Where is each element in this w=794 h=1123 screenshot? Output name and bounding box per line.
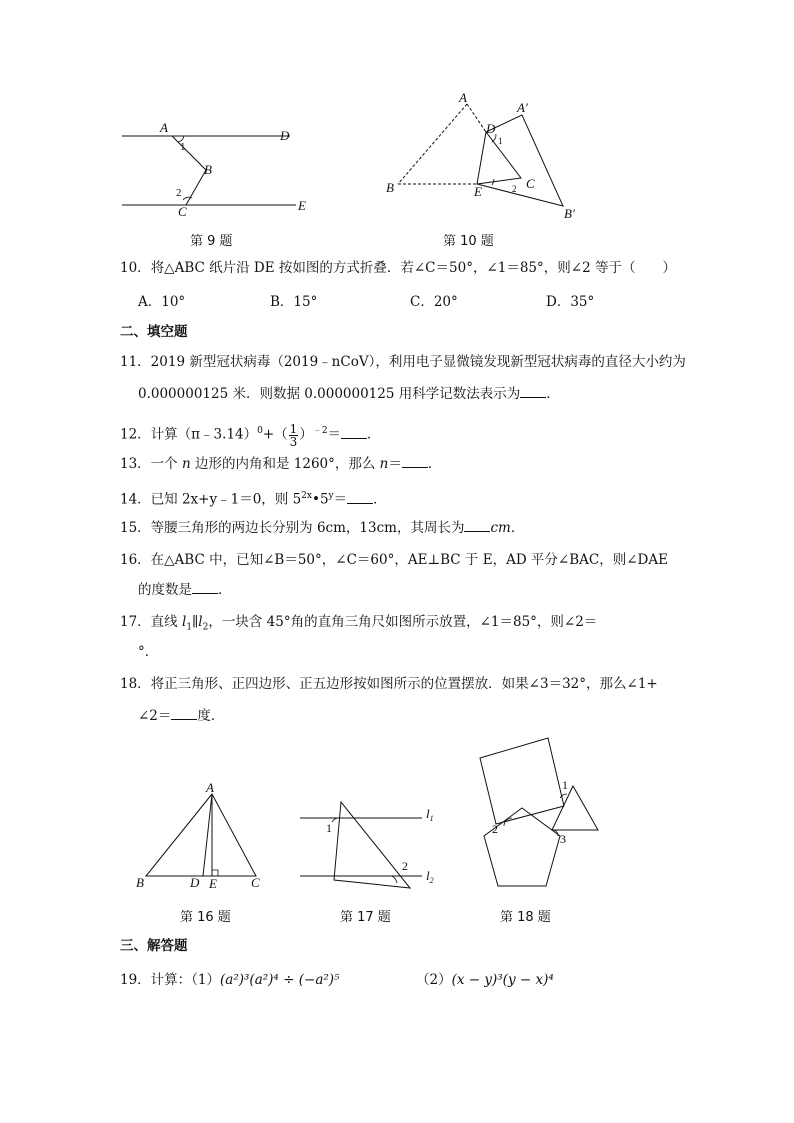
figure-16 <box>130 780 270 890</box>
question-19: 19．计算：（1）(a²)³(a²)⁴ ÷ (−a²)⁵ <box>120 972 340 988</box>
answer-blank <box>520 385 546 398</box>
set-square <box>334 802 410 888</box>
label-E: E <box>209 876 217 891</box>
fraction-one-third: $\frac{1}{3}$ <box>289 421 298 449</box>
question-15: 15．等腰三角形的两边长分别为 6cm，13cm，其周长为 cm． <box>120 520 525 536</box>
question-11-line1: 11．2019 新型冠状病毒（2019﹣nCoV），利用电子显微镜发现新型冠状病毒的直径大小约为 <box>120 354 686 370</box>
caption-fig16: 第 16 题 <box>180 910 231 925</box>
dashed-AB <box>398 104 467 184</box>
label-angle-2: 2 <box>176 187 182 199</box>
label-angle-2: 2 <box>402 859 408 873</box>
question-17-line2: °． <box>138 644 159 660</box>
label-E: E <box>298 198 306 213</box>
segment-AD <box>203 794 212 876</box>
figure-10 <box>380 92 590 227</box>
figure-10-diagram <box>380 92 590 227</box>
label-E: E <box>474 184 482 199</box>
label-angle-1: 1 <box>498 136 503 146</box>
question-14: 14．已知 2x+y﹣1＝0，则 $5^{2x}•5^y=$ ． <box>120 491 387 508</box>
label-A: A <box>206 780 214 795</box>
option-d: D．35° <box>546 294 595 310</box>
label-B: B <box>136 875 144 890</box>
answer-blank <box>347 491 373 504</box>
question-11-line2: 0.000000125 米．则数据 0.000000125 用科学记数法表示为 ． <box>138 386 560 402</box>
label-A: A <box>459 90 467 105</box>
figure-18 <box>476 732 616 892</box>
question-18-line2: ∠2＝ 度． <box>138 708 225 724</box>
label-D: D <box>280 128 290 143</box>
answer-blank <box>464 519 490 532</box>
label-angle-1: 1 <box>562 778 568 792</box>
expression-2: (x − y)³(y − x)⁴ <box>451 972 554 988</box>
question-19-part2: （2）(x − y)³(y − x)⁴ <box>416 972 554 988</box>
label-angle-2: 2 <box>512 184 517 194</box>
question-16-line2: 的度数是 ． <box>138 582 232 598</box>
answer-blank <box>341 426 367 439</box>
label-D: D <box>190 875 200 890</box>
caption-fig10: 第 10 题 <box>443 234 494 249</box>
label-A: A <box>160 120 168 135</box>
figure-9 <box>118 118 318 228</box>
dashed-AD <box>467 104 486 132</box>
label-C: C <box>526 176 535 191</box>
answer-blank <box>192 581 218 594</box>
triangle-ABC <box>146 794 256 876</box>
label-D: D <box>486 121 496 136</box>
option-b: B．15° <box>270 294 318 310</box>
label-C: C <box>178 204 187 219</box>
label-angle-2: 2 <box>492 822 498 836</box>
question-12: 12．计算（π﹣3.14）$^0$+（ $\frac{1}{3}$ ）$^{﹣2}$＝ ． <box>120 421 381 449</box>
label-angle-1: 1 <box>326 821 332 835</box>
figure-16-diagram <box>130 780 270 890</box>
angle-2-arc <box>392 876 397 883</box>
label-angle-3: 3 <box>560 832 566 846</box>
section-fill-in: 二、填空题 <box>120 324 188 340</box>
question-18-line1: 18．将正三角形、正四边形、正五边形按如图所示的位置摆放．如果∠3＝32°，那么∠1+ <box>120 676 658 692</box>
angle-1-arc <box>332 818 339 822</box>
label-C: C <box>251 875 260 890</box>
caption-fig17: 第 17 题 <box>340 910 391 925</box>
label-angle-1: 1 <box>180 141 186 153</box>
answer-blank <box>171 707 197 720</box>
label-B-prime: B′ <box>564 206 575 221</box>
triangle <box>552 786 598 830</box>
option-c: C．20° <box>410 294 458 310</box>
answer-blank <box>402 455 428 468</box>
option-a: A．10° <box>138 294 186 310</box>
figure-18-diagram <box>476 732 616 892</box>
figure-17 <box>296 796 446 896</box>
question-16-line1: 16．在△ABC 中，已知∠B＝50°，∠C＝60°，AE⊥BC 于 E，AD 平分∠BAC，则∠DAE <box>120 552 668 568</box>
section-solutions: 三、解答题 <box>120 938 188 954</box>
question-10: 10．将△ABC 纸片沿 DE 按如图的方式折叠．若∠C＝50°，∠1＝85°，则∠2 等于（ ） <box>120 260 676 276</box>
label-A-prime: A′ <box>517 100 528 115</box>
label-B: B <box>204 162 212 177</box>
angle-2-arc <box>183 197 192 200</box>
question-10-text: 将△ABC 纸片沿 DE 按如图的方式折叠．若∠C＝50°，∠1＝85°，则∠2 等于（ ） <box>150 260 676 276</box>
label-l1: $l_1$ <box>426 806 434 823</box>
figure-9-diagram <box>118 118 318 228</box>
expression-1: (a²)³(a²)⁴ ÷ (−a²)⁵ <box>220 972 340 988</box>
question-17-line1: 17．直线 $l_1\parallel l_2$，一块含 45°角的直角三角尺如图所示放置，∠1＝85°，则∠2＝ <box>120 614 598 633</box>
caption-fig18: 第 18 题 <box>500 910 551 925</box>
question-13: 13．一个 n 边形的内角和是 1260°，那么 n＝ ． <box>120 456 442 472</box>
figure-17-diagram <box>296 796 446 896</box>
angle-2-arc <box>504 818 512 826</box>
caption-fig9: 第 9 题 <box>190 234 233 249</box>
square <box>480 738 564 824</box>
label-B: B <box>386 180 394 195</box>
label-l2: $l_2$ <box>426 868 434 885</box>
